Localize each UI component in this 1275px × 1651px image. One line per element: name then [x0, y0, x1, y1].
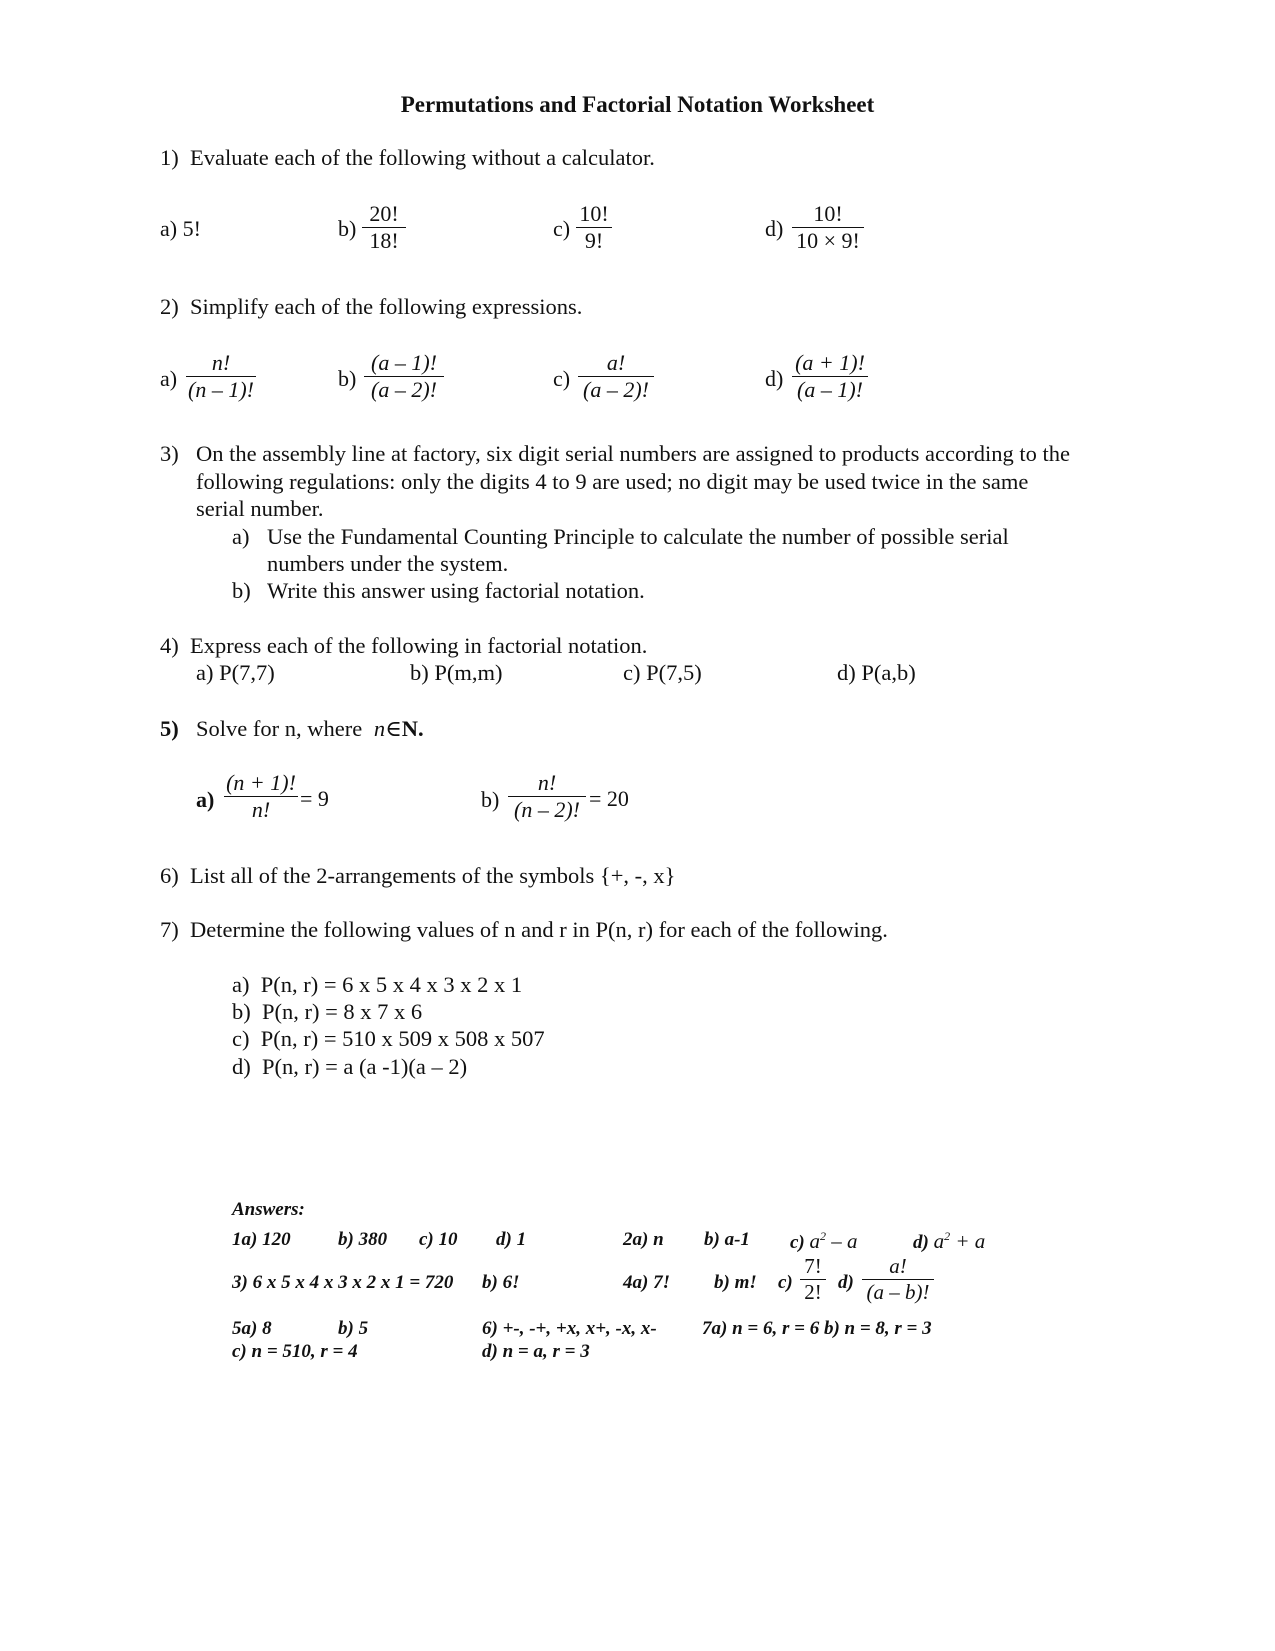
q5-a-numerator: (n + 1)!: [226, 770, 296, 795]
answer-6: 6) +-, -+, +x, x+, -x, x-: [482, 1318, 657, 1339]
q5-a-fraction: [224, 770, 298, 823]
worksheet-title: Permutations and Factorial Notation Worksheet: [400, 92, 875, 117]
q1-c-denominator: 9!: [584, 228, 604, 253]
answer-2c: [790, 1229, 858, 1254]
answer-1a: 1a) 120: [232, 1229, 291, 1250]
q2-d-denominator: (a – 1)!: [797, 377, 863, 402]
q1-d-label: d): [765, 216, 784, 241]
q2-c-denominator: (a – 2)!: [583, 377, 649, 402]
answer-4a: 4a) 7!: [623, 1272, 670, 1293]
q7-c: c) P(n, r) = 510 x 509 x 508 x 507: [232, 1026, 545, 1051]
q5-variable-n: n: [373, 716, 386, 741]
answer-5a: 5a) 8: [232, 1318, 272, 1339]
q1-d-numerator: 10!: [813, 201, 843, 226]
q3-b-line-1: Write this answer using factorial notation.: [267, 578, 645, 603]
answer-3b: b) 6!: [482, 1272, 520, 1293]
q2-d-fraction: [792, 350, 868, 403]
answer-4d-numerator: a!: [889, 1254, 907, 1278]
answer-2c-label: c): [790, 1232, 805, 1253]
answer-5b: b) 5: [338, 1318, 369, 1339]
q4-a: a) P(7,7): [196, 660, 275, 685]
answer-2d-label: d): [913, 1232, 929, 1253]
answer-2d: [913, 1229, 985, 1254]
q2-a-numerator: n!: [211, 350, 231, 375]
q4-prompt: 4) Express each of the following in factorial notation.: [160, 633, 648, 658]
q2-c-fraction: [578, 350, 654, 403]
answer-2d-expression: $a^2 + a$: [933, 1229, 986, 1253]
answer-4c-label: c): [778, 1272, 793, 1293]
q3-line-3: serial number.: [196, 496, 324, 521]
q2-c-numerator: a!: [606, 350, 626, 375]
q5-b-label: b): [481, 787, 500, 812]
q2-c-label: c): [553, 366, 571, 391]
q2-b-label: b): [338, 366, 357, 391]
q5-a-label: a): [196, 787, 215, 812]
answer-2b: b) a-1: [704, 1229, 750, 1250]
answer-3a: 3) 6 x 5 x 4 x 3 x 2 x 1 = 720: [232, 1272, 454, 1293]
q7-b: b) P(n, r) = 8 x 7 x 6: [232, 999, 423, 1024]
q5-a-rhs: = 9: [300, 786, 329, 811]
answer-4d-label: d): [838, 1272, 854, 1293]
q7-prompt: 7) Determine the following values of n and r in P(n, r) for each of the following.: [160, 917, 888, 942]
answer-1b: b) 380: [338, 1229, 388, 1250]
q5-prompt-text: Solve for n, where: [196, 716, 363, 741]
q1-d-denominator: 10 × 9!: [796, 228, 860, 253]
answers-heading: Answers:: [232, 1199, 305, 1220]
answer-4d-denominator: (a – b)!: [866, 1280, 930, 1304]
q2-b-fraction: [364, 350, 444, 403]
answer-4c-numerator: 7!: [804, 1254, 822, 1278]
q5-natural-numbers-set: N.: [401, 716, 424, 741]
q5-b-numerator: n!: [537, 770, 557, 795]
answer-2c-expression: $a^2$ – a: [809, 1229, 858, 1253]
q5-b-fraction: [508, 770, 586, 823]
q1-b-numerator: 20!: [369, 201, 399, 226]
q7-d: d) P(n, r) = a (a -1)(a – 2): [232, 1054, 468, 1079]
q2-d-numerator: (a + 1)!: [795, 350, 865, 375]
q3-b-label: b): [232, 578, 251, 603]
answer-2a: 2a) n: [623, 1229, 664, 1250]
answer-4c-denominator: 2!: [804, 1280, 822, 1304]
q1-b-denominator: 18!: [369, 228, 399, 253]
q1-c-label: c): [553, 216, 571, 241]
q2-b-denominator: (a – 2)!: [371, 377, 437, 402]
q2-a-fraction: [186, 350, 256, 403]
q2-a-denominator: (n – 1)!: [188, 377, 254, 402]
answer-4b: b) m!: [714, 1272, 757, 1293]
q1-b-label: b): [338, 216, 357, 241]
q1-d-fraction: [792, 201, 864, 254]
answer-1d: d) 1: [496, 1229, 527, 1250]
q2-b-numerator: (a – 1)!: [371, 350, 437, 375]
q5-b-rhs: = 20: [589, 786, 629, 811]
q3-a-line-1: Use the Fundamental Counting Principle to calculate the number of possible serial: [267, 524, 1009, 549]
q3-line-1: On the assembly line at factory, six digit serial numbers are assigned to products according to the: [196, 441, 1070, 466]
q3-line-2: following regulations: only the digits 4 to 9 are used; no digit may be used twice in the same: [196, 469, 1029, 494]
q3-a-label: a): [232, 524, 250, 549]
answer-4d-fraction: [862, 1254, 934, 1305]
q1-c-fraction: [576, 201, 612, 254]
q5-b-denominator: (n – 2)!: [514, 797, 580, 822]
q2-prompt: 2) Simplify each of the following expressions.: [160, 294, 583, 319]
q2-d-label: d): [765, 366, 784, 391]
q5-prompt: [196, 716, 424, 742]
q5-number: 5): [160, 716, 179, 741]
answer-5c: c) n = 510, r = 4: [232, 1341, 358, 1362]
q1-a: a) 5!: [160, 216, 201, 241]
q3-a-line-2: numbers under the system.: [267, 551, 509, 576]
q2-a-label: a): [160, 366, 178, 391]
answer-6d: d) n = a, r = 3: [482, 1341, 590, 1362]
q5-element-of-symbol: ∈: [385, 716, 402, 741]
answer-7ab: 7a) n = 6, r = 6 b) n = 8, r = 3: [702, 1318, 932, 1339]
q7-a: a) P(n, r) = 6 x 5 x 4 x 3 x 2 x 1: [232, 972, 523, 997]
answer-4c-fraction: [800, 1254, 826, 1305]
q4-d: d) P(a,b): [837, 660, 916, 685]
q1-prompt: 1) Evaluate each of the following without a calculator.: [160, 145, 655, 170]
q1-c-numerator: 10!: [579, 201, 609, 226]
q5-a-denominator: n!: [251, 797, 271, 822]
q1-b-fraction: [362, 201, 406, 254]
q4-c: c) P(7,5): [623, 660, 702, 685]
q3-number: 3): [160, 441, 179, 466]
answer-1c: c) 10: [419, 1229, 458, 1250]
q4-b: b) P(m,m): [410, 660, 503, 685]
q6-prompt: 6) List all of the 2-arrangements of the symbols {+, -, x}: [160, 863, 676, 888]
